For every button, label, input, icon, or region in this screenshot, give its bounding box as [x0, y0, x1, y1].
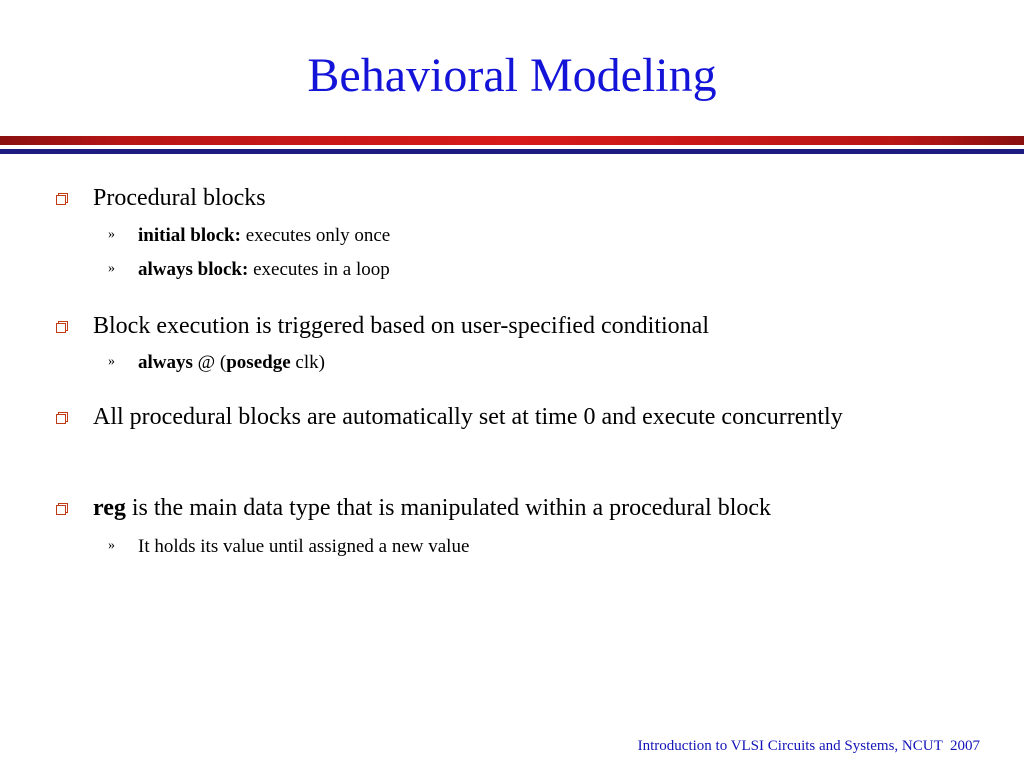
- sub-bullet-text: [138, 225, 978, 247]
- bullet-text: All procedural blocks are automatically set at time 0 and execute concurrently: [93, 404, 843, 430]
- term-always-block: always block:: [138, 259, 249, 280]
- title-divider-red: [0, 136, 1024, 145]
- title-divider-navy: [0, 149, 1024, 154]
- double-square-bullet-icon: [56, 193, 68, 205]
- keyword-always: always: [138, 352, 193, 373]
- double-square-bullet-icon: [56, 321, 68, 333]
- description: is the main data type that is manipulated within a procedural block: [125, 495, 772, 521]
- keyword-posedge: posedge: [226, 352, 291, 373]
- description: executes only once: [240, 225, 391, 246]
- sub-bullet-text: [138, 259, 978, 281]
- bullet-text: Procedural blocks: [93, 185, 266, 211]
- sub-bullet-text: It holds its value until assigned a new value: [138, 536, 470, 557]
- term-initial-block: initial block:: [138, 225, 241, 246]
- code-fragment: @ (: [192, 352, 227, 373]
- sub-bullet-text: [138, 352, 978, 374]
- bullet-text: [93, 492, 973, 525]
- bullet-text: Block execution is triggered based on user-specified conditional: [93, 313, 709, 339]
- sub-bullet-marker: »: [108, 538, 115, 553]
- slide-title: Behavioral Modeling: [307, 49, 717, 102]
- description: executes in a loop: [248, 259, 390, 280]
- keyword-reg: reg: [93, 495, 126, 521]
- sub-bullet-marker: »: [108, 354, 115, 369]
- code-fragment: clk): [290, 352, 325, 373]
- double-square-bullet-icon: [56, 412, 68, 424]
- slide-footer: Introduction to VLSI Circuits and Systems, NCUT 2007: [637, 738, 980, 754]
- sub-bullet-marker: »: [108, 227, 115, 242]
- double-square-bullet-icon: [56, 503, 68, 515]
- sub-bullet-marker: »: [108, 261, 115, 276]
